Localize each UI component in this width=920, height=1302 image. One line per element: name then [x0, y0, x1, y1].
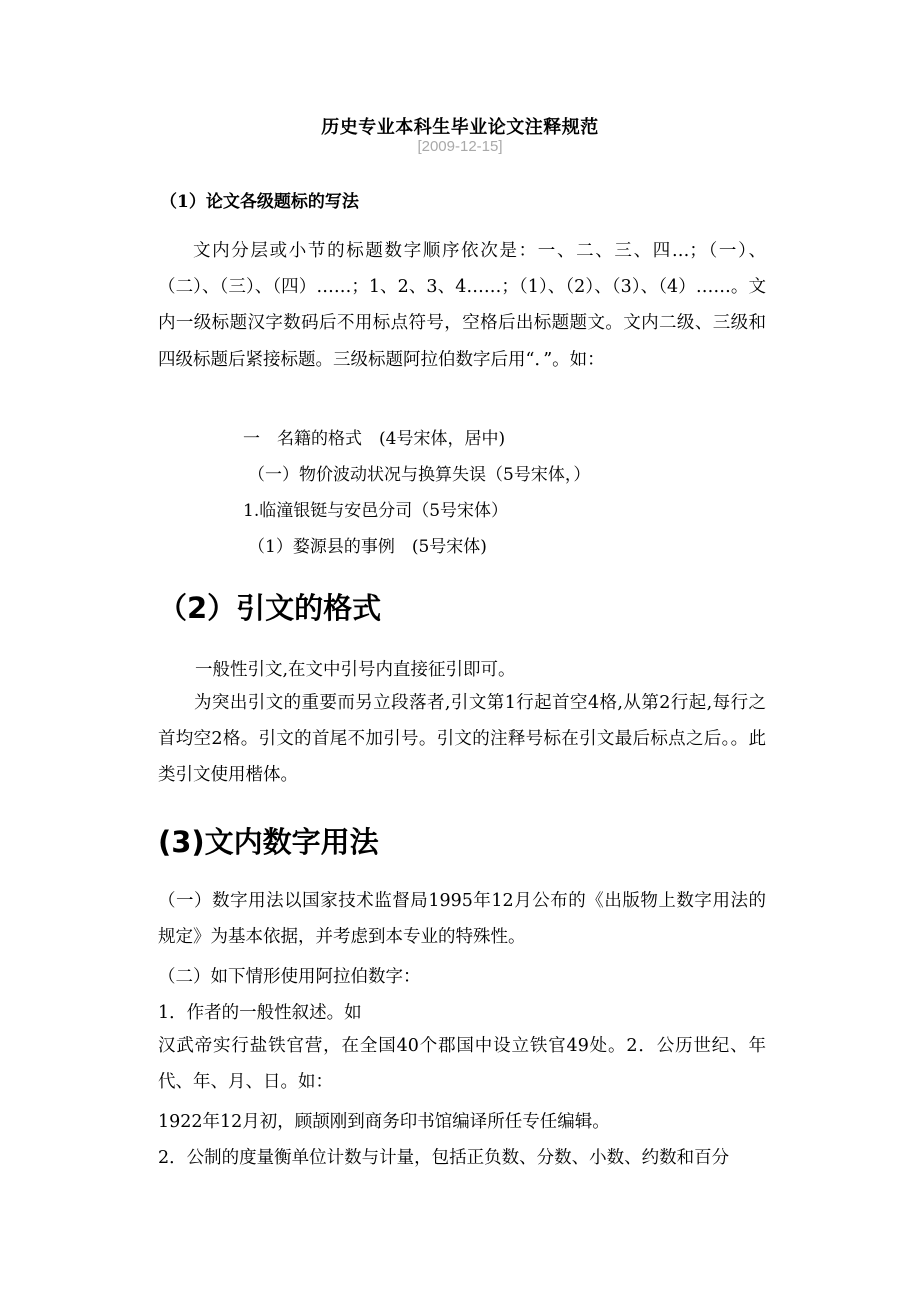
section3-para2: 汉武帝实行盐铁官营，在全国40个郡国中设立铁官49处。2．公历世纪、年代、年、月、日。如： [158, 1036, 766, 1093]
section3-heading: (3)文内数字用法 [158, 825, 379, 859]
section3-para1: （一）数字用法以国家技术监督局1995年12月公布的《出版物上数字用法的规定》为基本依据，并考虑到本专业的特殊性。 [158, 891, 766, 948]
example-level3: 1.临潼银铤与安邑分司（5号宋体） [243, 501, 509, 521]
section2-para1: 一般性引文,在文中引号内直接征引即可。 [195, 660, 516, 680]
section3-line4: 2．公制的度量衡单位计数与计量，包括正负数、分数、小数、约数和百分 [158, 1148, 730, 1168]
section3-line2: 1．作者的一般性叙述。如 [158, 1003, 362, 1023]
section2-heading: （2）引文的格式 [158, 591, 382, 625]
document-title: 历史专业本科生毕业论文注释规范 [321, 117, 599, 138]
section1-paragraph: 文内分层或小节的标题数字顺序依次是：一、二、三、四…；（一）、（二）、（三）、（四）……；1、2、3、4……；（1）、（2）、（3）、（4）……。文内一级标题汉字数码后不用标点符号，空格后出标题题文。文内二级、三级和四级标题后紧接标题。三级标题阿拉伯数字后用“．”。如： [158, 241, 766, 370]
example-level2: （一）物价波动状况与换算失误（5号宋体，） [248, 465, 591, 485]
document-date: [2009-12-15] [417, 138, 503, 155]
section1-heading: （1）论文各级题标的写法 [160, 192, 359, 212]
example-level4: （1）婺源县的事例 (5号宋体) [248, 537, 487, 557]
section3-line3: 1922年12月初，顾颉刚到商务印书馆编译所任专任编辑。 [158, 1112, 610, 1132]
section2-para2: 为突出引文的重要而另立段落者,引文第1行起首空4格,从第2行起,每行之首均空2格。引文的首尾不加引号。引文的注释号标在引文最后标点之后。。此类引文使用楷体。 [158, 693, 766, 786]
section3-line1: （二）如下情形使用阿拉伯数字： [158, 967, 421, 987]
example-level1: 一 名籍的格式 (4号宋体，居中) [243, 429, 506, 449]
